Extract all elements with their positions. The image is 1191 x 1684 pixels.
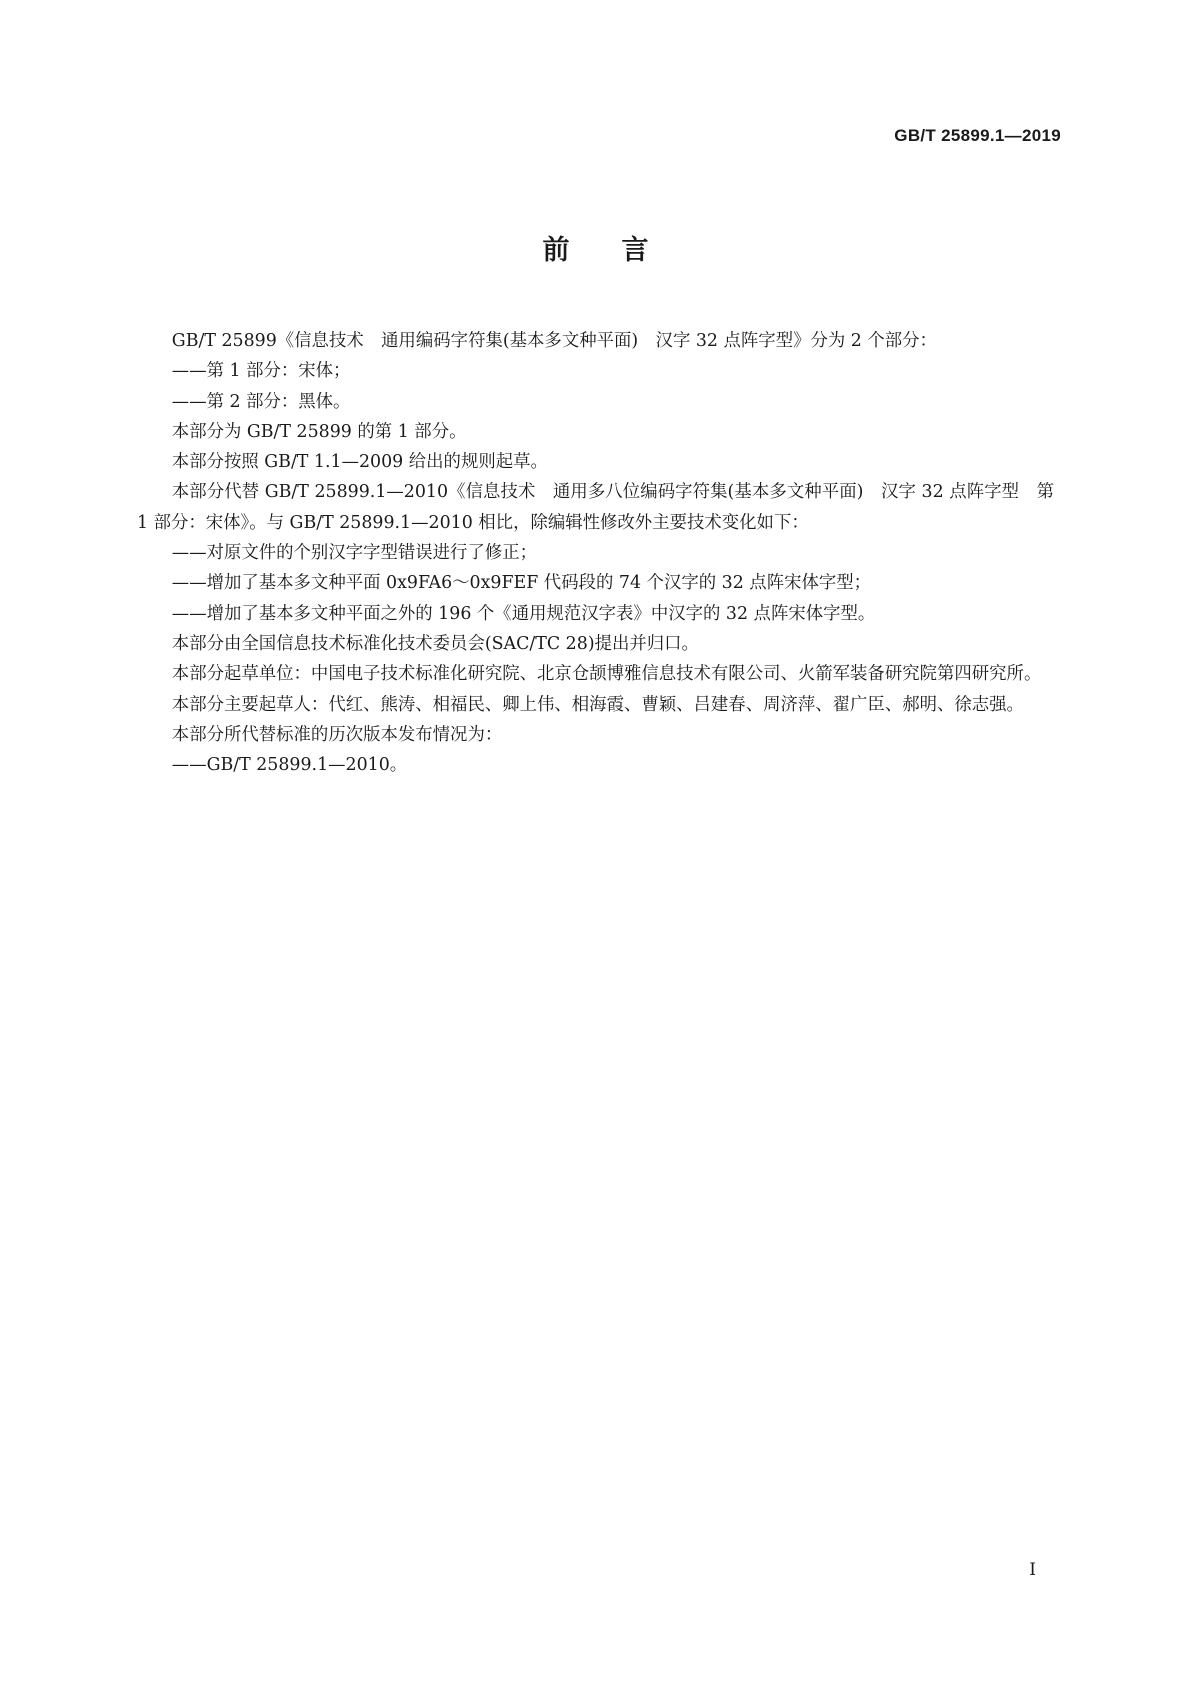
paragraph-drafting-rules: 本部分按照 GB/T 1.1—2009 给出的规则起草。	[171, 452, 548, 473]
standard-number: GB/T 25899.1—2019	[894, 126, 1061, 145]
paragraph-intro: GB/T 25899《信息技术 通用编码字符集(基本多文种平面) 汉字 32 点阵字型》分为 2 个部分：	[171, 331, 937, 351]
list-item-part-1: ——第 1 部分：宋体；	[171, 361, 351, 382]
paragraph-part-statement: 本部分为 GB/T 25899 的第 1 部分。	[171, 421, 467, 442]
list-item-part-2: ——第 2 部分：黑体。	[171, 391, 351, 412]
page-title: 前言	[542, 235, 701, 266]
list-item-history-1: ——GB/T 25899.1—2010。	[171, 755, 408, 776]
paragraph-proposer: 本部分由全国信息技术标准化技术委员会(SAC/TC 28)提出并归口。	[171, 633, 699, 654]
paragraph-drafters: 本部分主要起草人：代红、熊涛、相福民、卿上伟、相海霞、曹颖、吕建春、周济萍、翟广臣、郝明、徐志强。	[171, 694, 1024, 715]
list-item-change-1: ——对原文件的个别汉字字型错误进行了修正；	[171, 543, 538, 564]
list-item-change-2: ——增加了基本多文种平面 0x9FA6～0x9FEF 代码段的 74 个汉字的 32 点阵宋体字型；	[171, 573, 872, 594]
paragraph-drafting-units: 本部分起草单位：中国电子技术标准化研究院、北京仓颉博雅信息技术有限公司、火箭军装备研究院第四研究所。	[171, 664, 1042, 685]
page-number: I	[1029, 1560, 1036, 1580]
paragraph-history-intro: 本部分所代替标准的历次版本发布情况为：	[171, 724, 503, 745]
list-item-change-3: ——增加了基本多文种平面之外的 196 个《通用规范汉字表》中汉字的 32 点阵宋体字型。	[171, 603, 876, 624]
paragraph-replacement: 本部分代替 GB/T 25899.1—2010《信息技术 通用多八位编码字符集(基本多文种平面) 汉字 32 点阵字型 第 1 部分：宋体》。与 GB/T 25899.1—2010 相比，除编辑性修改外主要技术变化如下：	[137, 482, 1054, 533]
foreword-body	[137, 326, 1054, 780]
